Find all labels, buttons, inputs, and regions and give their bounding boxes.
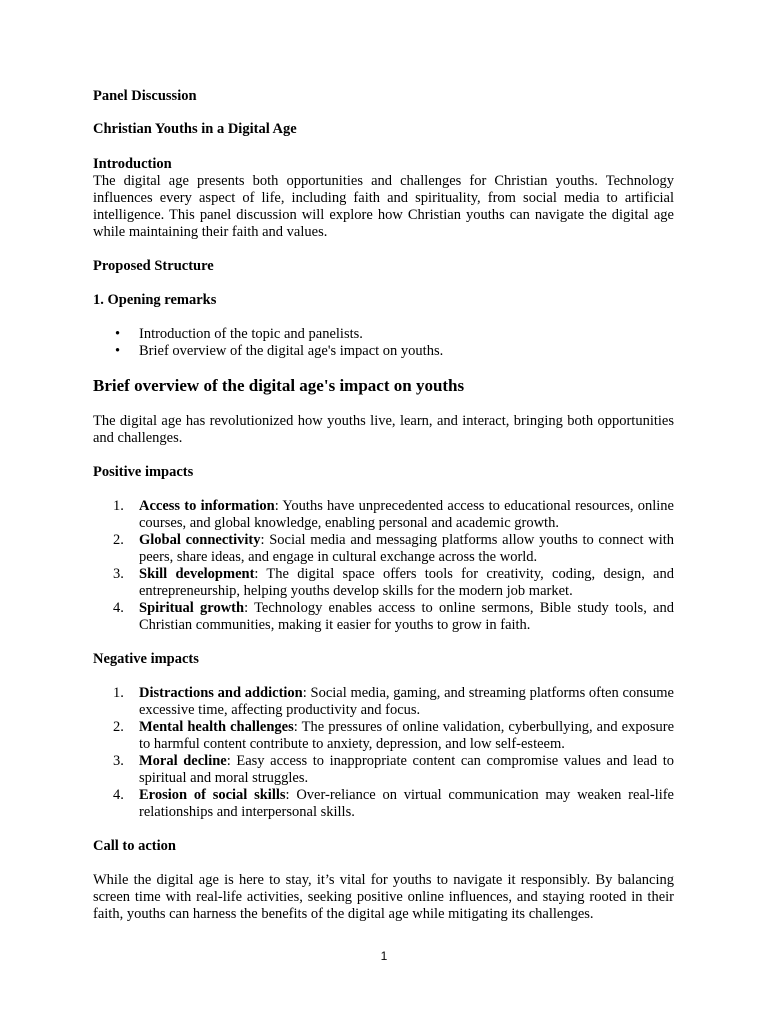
list-term: Global connectivity — [139, 532, 261, 548]
structure-heading: Proposed Structure — [93, 258, 214, 274]
list-term: Moral decline — [139, 753, 227, 769]
list-term: Distractions and addiction — [139, 685, 303, 701]
list-item-text: Brief overview of the digital age's impact on youths. — [139, 343, 444, 359]
list-term: Mental health challenges — [139, 719, 294, 735]
positive-impacts-list — [93, 498, 674, 634]
intro-paragraph: The digital age presents both opportunities and challenges for Christian youths. Technology influences every aspect of life, including faith and spirituality, from social media to artificial intelligence. This panel discussion will explore how Christian youths can navigate the digital age while maintaining their faith and values. — [93, 173, 674, 240]
list-number: 2. — [113, 719, 124, 735]
list-item-text: : Social media, gaming, and streaming platforms often consume excessive time, affecting productivity and focus. — [139, 685, 674, 718]
list-number: 3. — [113, 753, 124, 769]
list-item — [93, 787, 674, 821]
list-item — [93, 600, 674, 634]
list-number: 1. — [113, 685, 124, 701]
list-item — [93, 326, 674, 343]
bullet-icon: • — [115, 343, 121, 359]
list-item-text: : Youths have unprecedented access to educational resources, online courses, and global knowledge, enabling personal and academic growth. — [139, 498, 674, 531]
list-number: 4. — [113, 600, 124, 616]
overview-paragraph: The digital age has revolutionized how youths live, learn, and interact, bringing both opportunities and challenges. — [93, 413, 674, 446]
list-term: Erosion of social skills — [139, 787, 286, 803]
topic-title: Christian Youths in a Digital Age — [93, 121, 297, 137]
negative-impacts-list — [93, 685, 674, 821]
list-item-text: : Technology enables access to online sermons, Bible study tools, and Christian communities, making it easier for youths to grow in faith. — [139, 600, 674, 633]
list-item-text: : The digital space offers tools for creativity, coding, design, and entrepreneurship, helping youths develop skills for the modern job market. — [139, 566, 674, 599]
list-item-text: : Easy access to inappropriate content can compromise values and lead to spiritual and moral struggles. — [139, 753, 674, 786]
list-item — [93, 498, 674, 532]
opening-remarks-heading: 1. Opening remarks — [93, 292, 217, 308]
list-number: 2. — [113, 532, 124, 548]
list-number: 1. — [113, 498, 124, 514]
panel-title: Panel Discussion — [93, 88, 197, 104]
page-number: 1 — [380, 949, 388, 963]
list-term: Skill development — [139, 566, 255, 582]
list-item — [93, 719, 674, 753]
overview-heading: Brief overview of the digital age's impact on youths — [93, 376, 465, 395]
bullet-icon: • — [115, 326, 121, 342]
positive-impacts-heading: Positive impacts — [93, 464, 194, 480]
list-item — [93, 685, 674, 719]
list-item — [93, 753, 674, 787]
list-number: 3. — [113, 566, 124, 582]
list-item-text: : The pressures of online validation, cyberbullying, and exposure to harmful content contribute to anxiety, depression, and low self-esteem. — [139, 719, 675, 752]
opening-remarks-list — [93, 326, 674, 360]
document-page — [93, 88, 674, 923]
intro-heading: Introduction — [93, 156, 172, 172]
list-item — [93, 566, 674, 600]
negative-impacts-heading: Negative impacts — [93, 651, 199, 667]
list-item-text: Introduction of the topic and panelists. — [139, 326, 363, 342]
list-term: Access to information — [139, 498, 275, 514]
call-to-action-heading: Call to action — [93, 838, 176, 854]
call-to-action-paragraph: While the digital age is here to stay, it’s vital for youths to navigate it responsibly. By balancing screen time with real-life activities, seeking positive online influences, and staying rooted in their faith, youths can harness the benefits of the digital age while mitigating its challenges. — [93, 872, 674, 922]
list-term: Spiritual growth — [139, 600, 245, 616]
list-item — [93, 343, 674, 360]
list-number: 4. — [113, 787, 124, 803]
list-item-text: : Over-reliance on virtual communication may weaken real-life relationships and interpersonal skills. — [139, 787, 674, 820]
list-item — [93, 532, 674, 566]
list-item-text: : Social media and messaging platforms allow youths to connect with peers, share ideas, and engage in cultural exchange across the world. — [139, 532, 674, 565]
